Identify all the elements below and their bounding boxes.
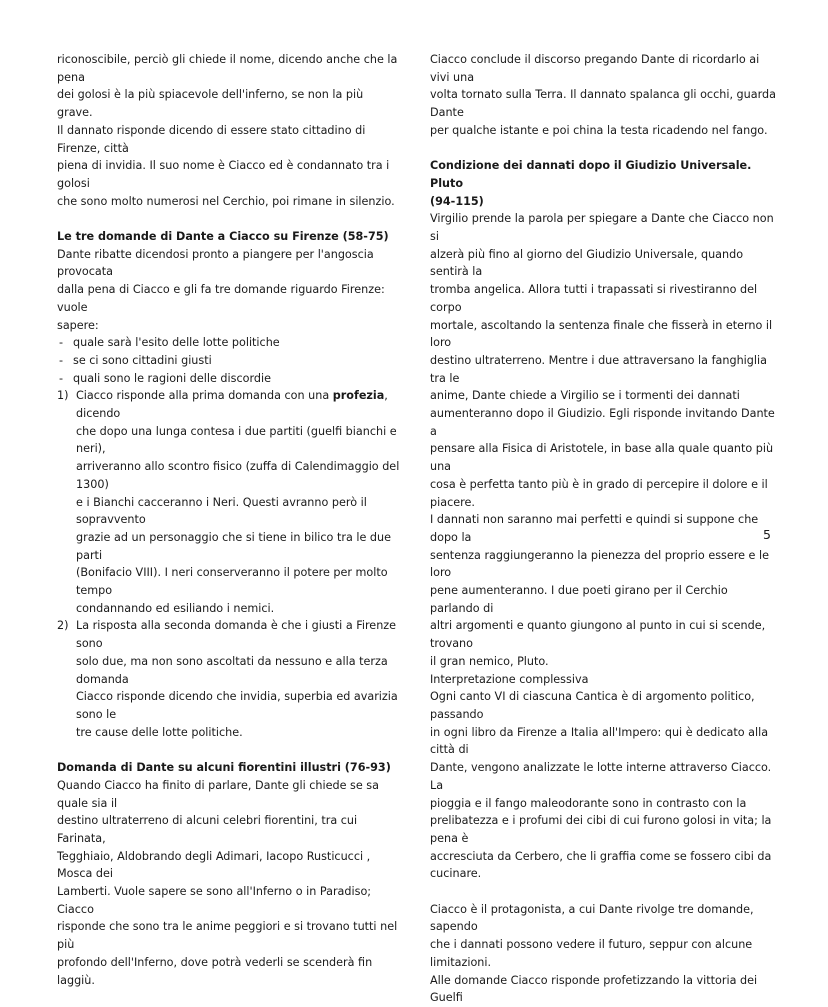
tre-domande-paragraph: Dante ribatte dicendosi pronto a piangere per l'angoscia provocata dalla pena di Ciacco e gli fa tre domande riguardo Firenze: vuole sapere:: [57, 247, 385, 332]
page-number: 5: [763, 527, 771, 542]
right-intro-paragraph: Ciacco conclude il discorso pregando Dante di ricordarlo ai vivi una volta tornato sulla Terra. Il dannato spalanca gli occhi, guarda Dante per qualche istante e poi china la testa ricadendo nel fango.: [430, 53, 776, 137]
list-item: - quali sono le ragioni delle discordie: [57, 370, 402, 388]
list-item: - quale sarà l'esito delle lotte politiche: [57, 334, 402, 352]
section-heading-tre-domande: Le tre domande di Dante a Ciacco su Firenze (58-75): [57, 230, 389, 244]
left-intro-paragraph: riconoscibile, perciò gli chiede il nome, dicendo anche che la pena dei golosi è la più spiacevole dell'inferno, se non la più grave. Il dannato risponde dicendo di essere stato cittadino di Firenze, città piena di invidia. Il suo nome è Ciacco ed è condannato tra i golosi che sono molto numerosi nel Cerchio, poi rimane in silenzio.: [57, 53, 398, 208]
protagonista-paragraph: Ciacco è il protagonista, a cui Dante rivolge tre domande, sapendo che i dannati possono vedere il futuro, seppur con alcune limitazioni. Alle domande Ciacco risponde profetizzando la vittoria dei Guelfi: [430, 902, 758, 1005]
fiorentini-paragraph: Quando Ciacco ha finito di parlare, Dante gli chiede se sa quale sia il destino ultraterreno di alcuni celebri fiorentini, tra cui Farinata, Tegghiaio, Aldobrando degli Adimari, Iacopo Rusticucci , Mosca dei Lamberti. Vuole sapere se sono all'Inferno o in Paradiso; Ciacco risponde che sono tra le anime peggiori e si trovano tutti nel più profondo dell'Inferno, dove potrà vederli se scenderà fin laggiù.: [57, 778, 398, 987]
profezia-bold: profezia: [332, 389, 385, 403]
interpretazione-paragraph: Ogni canto VI di ciascuna Cantica è di argomento politico, passando in ogni libro da Firenze a Italia all'Impero: qui è dedicato alla città di Dante, vengono analizzate le lotte interne attraverso Ciacco. La pioggia e il fango maleodorante sono in contrasto con la prelibatezza e i profumi dei cibi di cui furono golosi in vita; la pena è accresciuta da Cerbero, che li graffia come se fossero cibi da cucinare.: [430, 690, 772, 881]
giudizio-paragraph: Virgilio prende la parola per spiegare a Dante che Ciacco non si alzerà più fino al giorno del Giudizio Universale, quando sentirà la tromba angelica. Allora tutti i trapassati si rivestiranno del corpo mortale, ascoltando la sentenza finale che fisserà in eterno il loro destino ultraterreno. Mentre i due attraversano la fanghiglia tra le anime, Dante chiede a Virgilio se i tormenti dei dannati aumenteranno dopo il Giudizio. Egli risponde invitando Dante a pensare alla Fisica di Aristotele, in base alla quale quanto più una cosa è perfetta tanto più è in grado di percepire il dolore e il piacere. I dannati non saranno mai perfetti e quindi si suppone che dopo la sentenza raggiungeranno la pienezza del proprio essere e le loro pene aumenteranno. I due poeti girano per il Cerchio parlando di altri argomenti e quanto giungono al punto in cui si scende, trovano il gran nemico, Pluto.: [430, 212, 775, 668]
section-heading-fiorentini: Domanda di Dante su alcuni fiorentini illustri (76-93): [57, 761, 391, 775]
questions-list: [57, 334, 402, 387]
list-item: 2) La risposta alla seconda domanda è che i giusti a Firenze sono solo due, ma non sono ascoltati da nessuno e alla terza domanda Ciacco risponde dicendo che invidia, superbia ed avarizia sono le tre cause delle lotte politiche.: [57, 619, 398, 739]
left-column: [57, 51, 402, 989]
answers-list: [57, 387, 402, 741]
subheading-interpretazione: Interpretazione complessiva: [430, 672, 589, 686]
section-heading-giudizio: Condizione dei dannati dopo il Giudizio Universale. Pluto (94-115): [430, 159, 752, 208]
right-column: [430, 51, 778, 1007]
list-item: - se ci sono cittadini giusti: [57, 352, 402, 370]
list-item: 1) Ciacco risponde alla prima domanda con una profezia, dicendo che dopo una lunga contesa i due partiti (guelfi bianchi e neri), arriveranno allo scontro fisico (zuffa di Calendimaggio del 1300) e i Bianchi cacceranno i Neri. Questi avranno però il sopravvento grazie ad un personaggio che si tiene in bilico tra le due parti (Bonifacio VIII). I neri conserveranno il potere per molto tempo condannando ed esiliando i nemici.: [57, 389, 400, 615]
